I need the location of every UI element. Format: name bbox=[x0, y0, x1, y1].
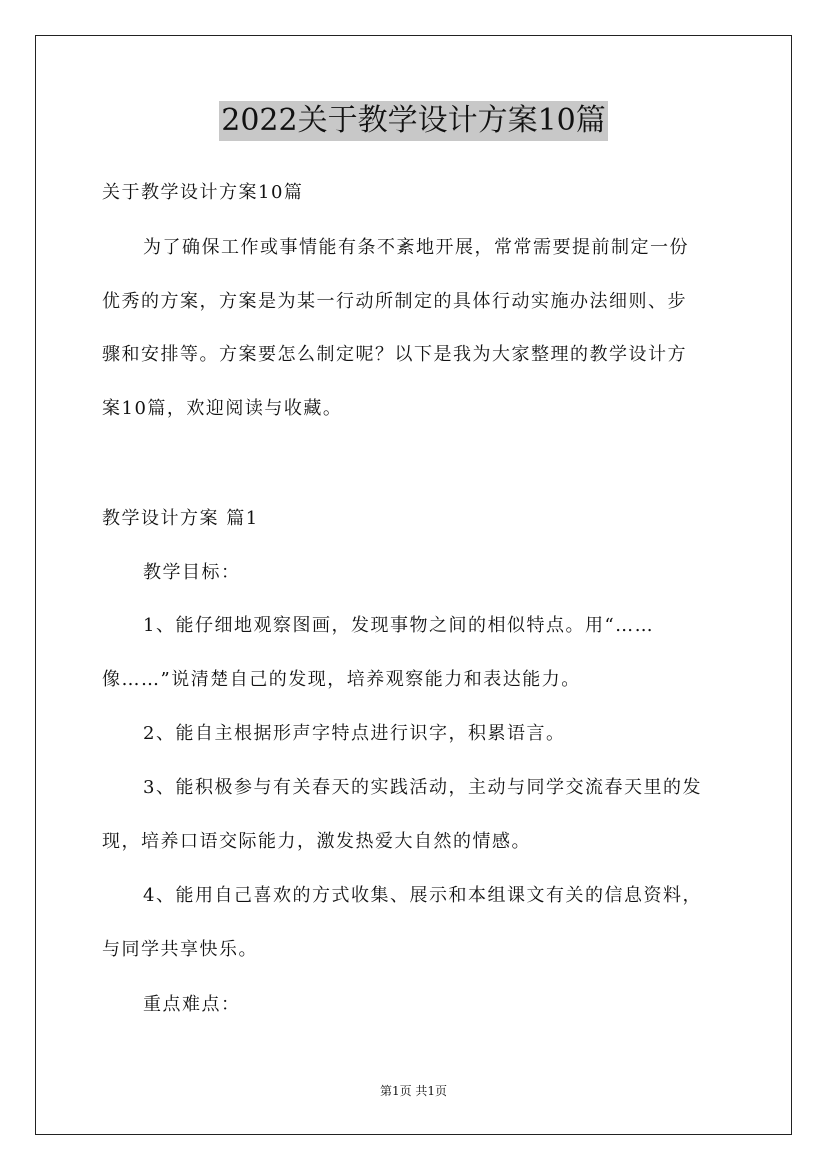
intro-line: 骤和安排等。方案要怎么制定呢？以下是我为大家整理的教学设计方 bbox=[102, 344, 687, 365]
page-footer: 第1页 共1页 bbox=[379, 1084, 448, 1098]
goal-line: 现，培养口语交际能力，激发热爱大自然的情感。 bbox=[102, 831, 531, 852]
goals-label: 教学目标： bbox=[143, 562, 241, 583]
document-title: 2022关于教学设计方案10篇 bbox=[0, 100, 827, 141]
intro-line: 案10篇，欢迎阅读与收藏。 bbox=[102, 398, 343, 419]
goal-line: 4、能用自己喜欢的方式收集、展示和本组课文有关的信息资料， bbox=[143, 885, 702, 906]
section-heading: 教学设计方案 篇1 bbox=[102, 508, 259, 529]
goal-line: 2、能自主根据形声字特点进行识字，积累语言。 bbox=[143, 723, 566, 744]
goal-line: 像……”说清楚自己的发现，培养观察能力和表达能力。 bbox=[102, 669, 581, 690]
key-points-label: 重点难点： bbox=[143, 994, 241, 1015]
intro-line: 优秀的方案，方案是为某一行动所制定的具体行动实施办法细则、步 bbox=[102, 291, 687, 312]
goal-line: 与同学共享快乐。 bbox=[102, 939, 258, 960]
goal-line: 1、能仔细地观察图画，发现事物之间的相似特点。用“…… bbox=[143, 615, 655, 636]
document-subtitle: 关于教学设计方案10篇 bbox=[102, 182, 304, 203]
goal-line: 3、能积极参与有关春天的实践活动，主动与同学交流春天里的发 bbox=[143, 777, 702, 798]
intro-line: 为了确保工作或事情能有条不紊地开展，常常需要提前制定一份 bbox=[143, 237, 689, 258]
